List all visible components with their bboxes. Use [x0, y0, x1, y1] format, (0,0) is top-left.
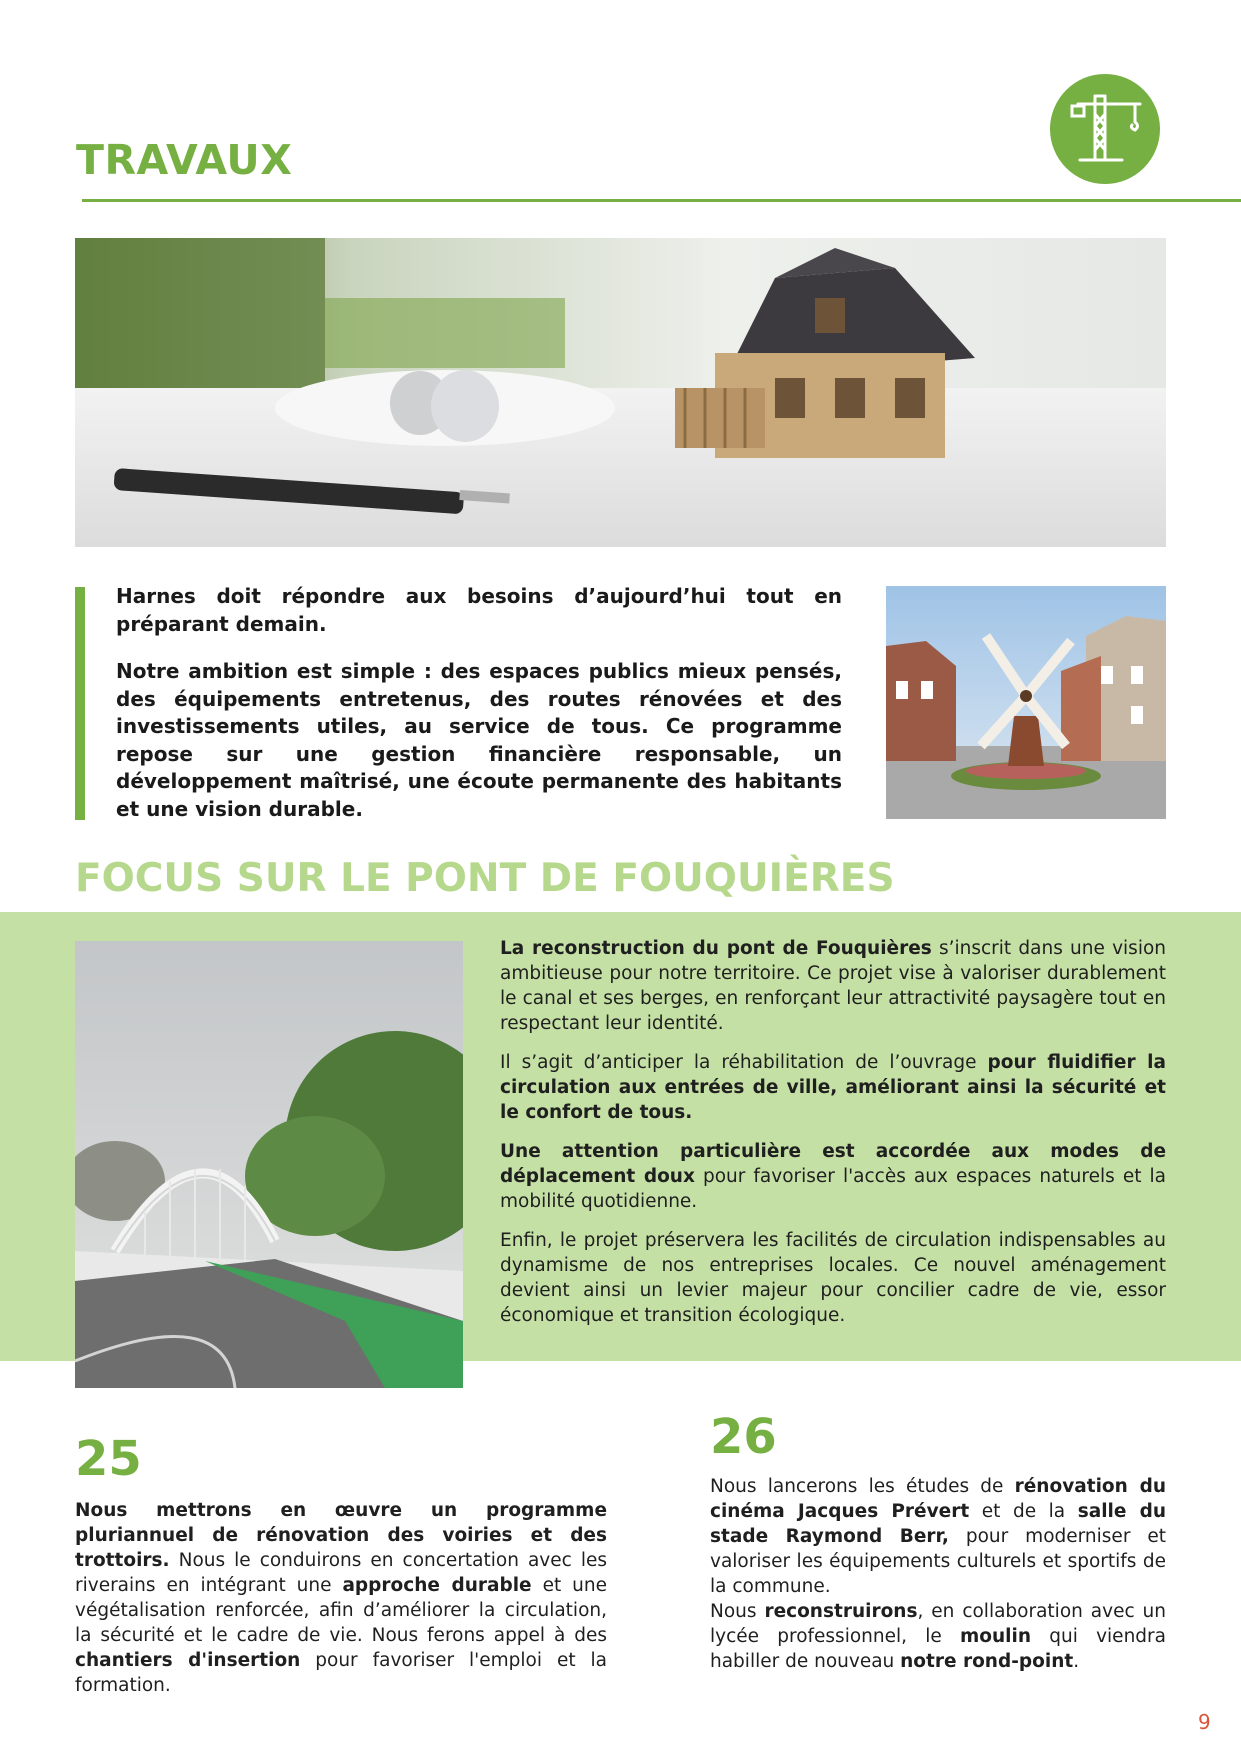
page-title: TRAVAUX — [76, 136, 293, 184]
focus-p3-bold: Une attention particulière est accordée aux modes de déplacement doux — [500, 1141, 1166, 1187]
item-25-bold-2: approche durable — [342, 1575, 532, 1596]
item-26-bold-3: reconstruirons — [764, 1601, 918, 1622]
intro-paragraph-1: Harnes doit répondre aux besoins d’aujourd’hui tout en préparant demain. — [116, 584, 842, 636]
focus-title: FOCUS SUR LE PONT DE FOUQUIÈRES — [75, 856, 895, 901]
item-26-bold-5: notre rond-point — [900, 1651, 1074, 1672]
focus-paragraph-4: Enfin, le projet préservera les facilités de circulation indispensables au dynamisme de nos entreprises locales. Ce nouvel aménagement devient ainsi un levier majeur pour concilier cadre de vie, essor économique et transition écologique. — [500, 1230, 1166, 1326]
item-26-text-1: Nous lancerons les études de — [710, 1476, 1015, 1497]
item-26-text-4: Nous — [710, 1601, 765, 1622]
item-25-text-1: Nous le conduirons en concertation avec les riverains en intégrant une — [75, 1550, 607, 1596]
focus-paragraph-3 — [500, 1139, 1166, 1214]
item-25-number: 25 — [75, 1431, 142, 1487]
focus-p2-bold: pour fluidifier la circulation aux entrées de ville, améliorant ainsi la sécurité et le confort de tous. — [500, 1052, 1166, 1123]
item-25-text — [75, 1498, 607, 1698]
focus-p3-rest: pour favoriser l'accès aux espaces naturels et la mobilité quotidienne. — [500, 1166, 1166, 1212]
item-26-bold-1: rénovation du cinéma Jacques Prévert — [710, 1476, 1166, 1522]
item-25-bold-3: chantiers d'insertion — [75, 1650, 301, 1671]
title-divider — [82, 199, 1241, 202]
windmill-roundabout-image — [886, 586, 1166, 819]
item-26-text-3: pour moderniser et valoriser les équipements culturels et sportifs de la commune. — [710, 1526, 1166, 1597]
bridge-image — [75, 941, 463, 1388]
intro-paragraph-2: Notre ambition est simple : des espaces publics mieux pensés, des équipements entretenus, des routes rénovées et des investissements utiles, au service de tous. Ce programme repose sur une gestion financière responsable, un développement maîtrisé, une écoute permanente des habitants et une vision durable. — [116, 659, 842, 821]
intro-text — [116, 583, 842, 843]
item-26-bold-4: moulin — [960, 1626, 1032, 1647]
item-26-text-5: , en collaboration avec un lycée professionnel, le — [710, 1601, 1166, 1647]
page-number: 9 — [1198, 1710, 1211, 1734]
focus-paragraph-1 — [500, 936, 1166, 1036]
focus-p1-rest: s’inscrit dans une vision ambitieuse pour notre territoire. Ce projet vise à valoriser durablement le canal et ses berges, en renforçant leur attractivité paysagère tout en respectant leur identité. — [500, 938, 1167, 1034]
focus-text — [500, 936, 1166, 1342]
item-26-text-2: et de la — [969, 1501, 1078, 1522]
item-26-text-7: . — [1073, 1651, 1080, 1672]
item-25-text-2: et une végétalisation renforcée, afin d’améliorer la circulation, la sécurité et le cadre de vie. Nous ferons appel à des — [75, 1575, 607, 1646]
focus-p1-bold: La reconstruction du pont de Fouquières — [500, 938, 932, 959]
item-25-text-3: pour favoriser l'emploi et la formation. — [75, 1650, 607, 1696]
hero-house-model-image — [75, 238, 1166, 547]
item-25-bold-1: Nous mettrons en œuvre un programme pluriannuel de rénovation des voiries et des trottoirs. — [75, 1500, 607, 1571]
intro-accent-bar — [75, 587, 85, 820]
item-26-bold-2: salle du stade Raymond Berr, — [710, 1501, 1166, 1547]
item-26-number: 26 — [710, 1409, 777, 1465]
item-26-text — [710, 1474, 1166, 1674]
crane-icon — [1050, 74, 1160, 184]
item-26-text-6: qui viendra habiller de nouveau — [710, 1626, 1166, 1672]
focus-paragraph-2 — [500, 1050, 1166, 1125]
focus-p2-start: Il s’agit d’anticiper la réhabilitation de l’ouvrage — [500, 1052, 988, 1073]
